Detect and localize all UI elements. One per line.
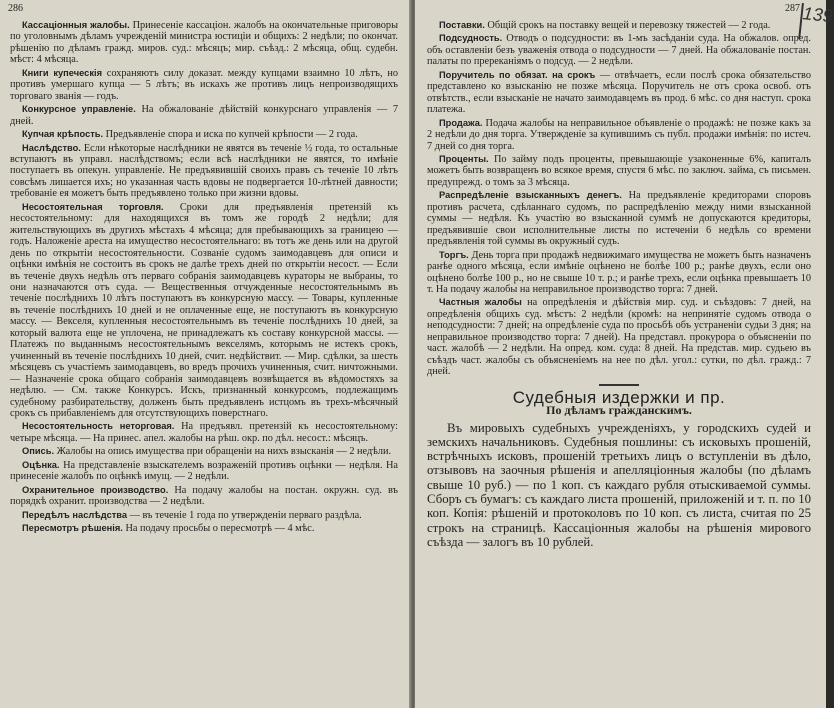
- entry-heading: Торгъ.: [439, 249, 469, 260]
- entry-text: Сроки для предъявленія претензій къ несостоятельному: для находящихся въ томъ же городѣ 2 недѣли; для жительствующихъ въ другихъ мѣстахъ 4 мѣсяца; для пребывающихъ за границею — годъ. Наложеніе ареста на имущество несостоятельнаго: въ тотъ же день или на другой день по открытіи несостоятельности. Созваніе судомъ заимодавцевъ для описи и оцѣнки имѣнія не состоитъ въ срокъ не далѣе трехъ дней по открытіи несост. — Если въ теченіе двухъ недѣль отъ перваго собранія заимодавцевъ кураторы не выбраны, то они назначаются отъ суда. — Вещественныя отчужденные несостоятельнымъ въ теченіе послѣднихъ 10 лѣтъ поступаютъ въ конкурсную массу. — Товары, купленные въ теченіе послѣднихъ 10 дней и не оплаченные еще, не поступаютъ въ конкурсную массу. — Векселя, купленныя несостоятельнымъ въ теченіе послѣднихъ 10 дней, за который валюта еще не уплочена, не принадлежатъ къ составу конкурсной массы. — Платежъ по выданнымъ несостоятельнымъ векселямъ, которымъ не истекъ срокъ, учиненный въ теченіе послѣднихъ 10 дней, счит. недѣйствит. — Мир. сдѣлки, за шесть мѣсяцевъ съ участіемъ заимодавцевъ, во вредъ прочихъ учиненныя, счит. ничтожными. — Назначеніе срока общаго собранія заимодавцевъ возвѣщается въ вѣдомостяхъ за недѣлю. — См. также Конкурсъ. Искъ, признанный конкурсомъ, подлежащимъ судебному разбирательству, долженъ быть предъявленъ истцомъ въ трехъ-мѣсячный срокъ съ прибавленіемъ для отсутствующихъ поверстнаго.: [10, 201, 398, 419]
- right-page-text: [427, 20, 811, 551]
- entry-heading: Оцѣнка.: [22, 459, 60, 470]
- left-page: [0, 0, 411, 708]
- entry: [10, 485, 398, 508]
- section-title: Судебныя издержки и пр.: [512, 387, 726, 407]
- entry: [10, 421, 398, 444]
- entry: [10, 202, 398, 420]
- entry-heading: Поставки.: [439, 20, 485, 30]
- entry-text: На представленіе взыскателемъ возраженій противъ оцѣнки — недѣля. На принесеніе жалобъ по оцѣнкѣ имущ. — 2 недѣли.: [10, 459, 398, 483]
- entry-heading: Поручитель по обязат. на срокъ: [439, 69, 596, 80]
- left-page-text: [10, 20, 398, 536]
- entry-text: Предъявленіе спора и иска по купчей крѣпости — 2 года.: [105, 129, 358, 141]
- section-subtitle: По дѣламъ гражданскимъ.: [546, 403, 692, 418]
- entry-text: На обжалованіе дѣйствій конкурснаго управленія — 7 дней.: [10, 104, 398, 127]
- entry-text: — отвѣчаетъ, если послѣ срока обязательство представлено ко взысканію не позже мѣсяца. Поручитель не отъ срока освоб. отъ отвѣтств., если взысканіе не начато заимодавцемъ въ прод. 6 мѣс. со дня наступ. срока платежа.: [427, 69, 811, 116]
- entry-heading: Охранительное производство.: [22, 484, 169, 495]
- entry-text: Подача жалобы на неправильное объявленіе о продажѣ: не позже какъ за 2 недѣли до дня торга. Утвержденіе за купившимъ съ публ. продажи имѣнія: по истеч. 7 дней со дня торга.: [427, 117, 812, 152]
- entry-heading: Книги купеческія: [22, 67, 102, 78]
- entry-heading: Купчая крѣпость.: [22, 129, 104, 140]
- entry-text: На предъявленіе кредиторами споровъ противъ расчета, сдѣланнаго судомъ, по распредѣленію между ними взысканной суммы — недѣля. Къ участію во взысканной суммѣ не допускаются кредиторы, предъявившіе свои исполнительные листы по истеченіи 6 недѣль со времени предъявленія той суммы въ окружный судъ.: [427, 190, 811, 248]
- entry-text: Отводъ о подсудности: въ 1-мъ засѣданіи суда. На обжалов. опред. объ оставленіи безъ уваженія отвода о подсудности — 7 дней. На обжалованіе постан. палаты по пререканіямъ о подсуд. — 2 недѣли.: [427, 33, 811, 68]
- entry: [427, 250, 811, 296]
- entry-text: — въ теченіе 1 года по утвержденіи перваго раздѣла.: [129, 509, 362, 521]
- entry: [10, 104, 398, 127]
- entry: [427, 118, 811, 152]
- entry-text: На подачу просьбы о пересмотрѣ — 4 мѣс.: [125, 523, 315, 535]
- entry-heading: Несостоятельная торговля.: [22, 201, 164, 212]
- entry: [427, 20, 811, 31]
- entry-heading: Проценты.: [439, 153, 489, 164]
- entry-heading: Конкурсное управленіе.: [22, 104, 136, 115]
- entry-text: Жалобы на опись имущества при обращеніи на нихъ взысканія — 2 недѣли.: [56, 446, 392, 458]
- page-number-right: 287: [785, 3, 800, 14]
- entry: [10, 143, 398, 200]
- entry: [427, 190, 811, 247]
- entry-text: сохраняютъ силу доказат. между купцами взаимно 10 лѣтъ, но противъ умершаго купца — 5 лѣтъ; въ искахъ же противъ лицъ непроизводящихъ торговаго званія — годъ.: [10, 67, 398, 102]
- section-divider: [599, 384, 639, 386]
- entry: [427, 33, 811, 67]
- entry: [10, 510, 398, 521]
- entry: [10, 68, 398, 102]
- entry-heading: Опись.: [22, 446, 55, 457]
- entry: [10, 129, 398, 140]
- right-page: [415, 0, 834, 708]
- handwritten-folio-stamp: 139: [798, 3, 824, 41]
- entry: [427, 70, 811, 116]
- entry-heading: Пересмотръ рѣшенія.: [22, 523, 123, 534]
- entry-heading: Кассаціонныя жалобы.: [22, 20, 130, 30]
- entry-heading: Продажа.: [439, 117, 483, 128]
- entry-text: По займу подъ проценты, превышающіе узаконенные 6%, капиталъ можетъ быть возвращенъ во всякое время, спустя 6 мѣс. по заключ. займа, съ письмен. предупрежд. о томъ за 3 мѣсяца.: [427, 153, 811, 188]
- entry-text: Если нѣкоторые наслѣдники не явятся въ теченіе ½ года, то остальные вступаютъ въ управл. наслѣдствомъ; если всѣ наслѣдники не явятся, то имѣніе поступаетъ въ опекун. управленіе. Не предъявившій своихъ правъ съ теченіе 10 лѣтъ совсѣмъ лишается ихъ; но указанная часть вдовы не подвергается 10-лѣтней давности; требованіе ея можетъ быть предъявлено только при жизни вдовы.: [10, 142, 399, 200]
- entry-heading: Наслѣдство.: [22, 142, 81, 153]
- entry: [427, 297, 811, 377]
- entry-text: Принесеніе кассаціон. жалобъ на окончательные приговоры по уголовнымъ дѣламъ учрежденій министра юстиціи и общихъ: 2 недѣли; по окончат. рѣшенію по дѣламъ гражд. миров. суд.: мѣсяцъ; мир. съѣзд.: 2 мѣсяца, общ. судебн. мѣст: 4 мѣсяца.: [10, 20, 398, 66]
- entry-heading: Подсудность.: [439, 33, 503, 44]
- entry: [10, 460, 398, 483]
- entry: [10, 446, 398, 457]
- page-number-left: 286: [8, 3, 23, 14]
- entry: [427, 154, 811, 188]
- entry: [10, 523, 398, 534]
- entry-text: На подачу жалобы на постан. окружн. суд. въ порядкѣ охранит. производства — 2 недѣли.: [10, 484, 398, 508]
- entry-heading: Частныя жалобы: [439, 297, 522, 308]
- entry-text: на опредѣленія и дѣйствія мир. суд. и съѣздовъ: 7 дней, на опредѣленія общихъ суд. мѣстъ: 2 недѣли (кромѣ: на непринятіе судомъ отвода о неподсудности: 7 дней; на опредѣленіе суда по просьбѣ объ устраненіи судьи 3 дня; на неправильное производство торга: 7 дней). На представл. прокурора о объясненіи по част. жалобѣ — 2 недѣли. На опред. ком. суда: 8 дней. На представ. мир. судьею въ съѣздъ част. жалобы съ объясненіемъ на нее по дѣл. угол.: сутки, по дѣл. гражд.: 7 дней.: [427, 297, 812, 378]
- entry-heading: Распредѣленіе взысканныхъ денегъ.: [439, 190, 622, 201]
- entry: [10, 20, 398, 66]
- entry-heading: Передѣлъ наслѣдства: [22, 509, 128, 520]
- entry-text: На предъявл. претензій къ несостоятельному: четыре мѣсяца. — На принес. апел. жалобы на рѣш. окр. по дѣл. несост.: мѣсяцъ.: [10, 421, 398, 444]
- entry-heading: Несостоятельность неторговая.: [22, 421, 175, 432]
- entry-text: Общій срокъ на поставку вещей и перевозку тяжестей — 2 года.: [487, 20, 771, 31]
- section-body: Въ мировыхъ судебныхъ учрежденіяхъ, у городскихъ судей и земскихъ начальниковъ. Судебныя пошлины: съ исковыхъ прошеній, встрѣчныхъ исковъ, прошеній третьихъ лицъ о вступленіи въ дѣло, отзывовъ на заочныя рѣшенія и апелляціонныя жалобы (по дѣламъ свыше 10 руб.) — по 1 коп. съ каждаго рубля отыскиваемой суммы. Сборъ съ бумагъ: съ каждаго листа прошеній, приложеній и т. п. по 10 коп. Копія: рѣшеній и протоколовъ по 10 коп. съ листа, считая по 25 строкъ на страницѣ. Кассаціонныя жалобы на рѣшенія мирового съѣзда — залогъ въ 10 рублей.: [427, 420, 811, 549]
- entry-text: День торга при продажѣ недвижимаго имущества не можетъ быть назначенъ ранѣе одного мѣсяца, если имѣніе оцѣнено не болѣе 100 р.; ранѣе двухъ, если оно оцѣнено болѣе 100 р., но не свыше 10 т. р.; и ранѣе трехъ, если оцѣнка превышаетъ 10 т. На подачу жалобы на неправильное производство торга: 7 дней.: [427, 249, 812, 295]
